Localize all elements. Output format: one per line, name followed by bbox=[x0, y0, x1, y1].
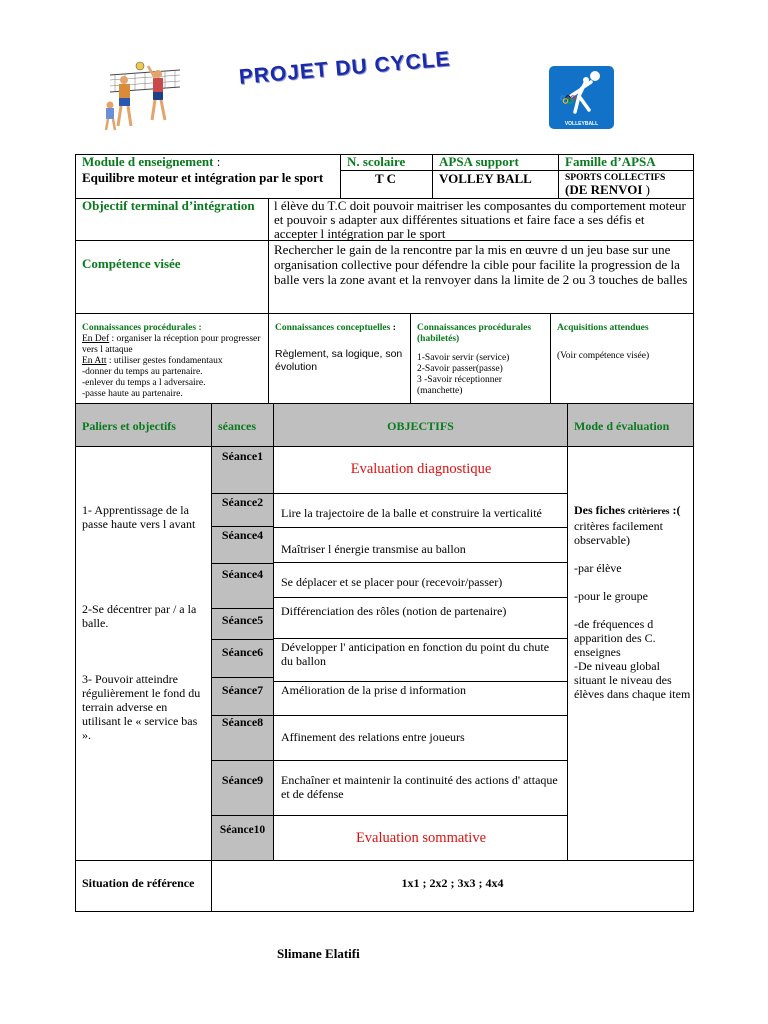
palier-2: 2-Se décentrer par / a la balle. bbox=[82, 602, 197, 630]
session-objective-cell bbox=[273, 760, 568, 816]
proc-def-text: : organiser la réception pour progresser vers l attaque bbox=[82, 334, 261, 355]
session-objective: Différenciation des rôles (notion de partenaire) bbox=[281, 604, 507, 618]
fiches-label: Des fiches bbox=[574, 503, 628, 517]
session-label-cell bbox=[211, 526, 274, 564]
session-label-cell bbox=[211, 563, 274, 609]
module-colon: : bbox=[213, 154, 221, 169]
famille-value-3: ) bbox=[642, 182, 650, 197]
session-label-cell bbox=[211, 608, 274, 640]
proc-line: -passe haute au partenaire. bbox=[82, 389, 183, 399]
session-label-cell bbox=[211, 639, 274, 678]
proc-line: -donner du temps au partenaire. bbox=[82, 367, 203, 377]
session-objective-cell bbox=[273, 597, 568, 639]
header-seances bbox=[211, 403, 274, 447]
competence-label-cell bbox=[75, 240, 269, 314]
volleyball-player-icon bbox=[549, 66, 614, 121]
session-objective-cell bbox=[273, 638, 568, 682]
situation-value-cell bbox=[211, 860, 694, 912]
palier-1: 1- Apprentissage de la passe haute vers l avant bbox=[82, 503, 196, 531]
competence-text: Rechercher le gain de la rencontre par la mis en œuvre d un jeu base sur une organisation collective pour défendre la cible pour facilite la progression de la balle vers la zone avant et la renvoyer dans la limite de 2 ou 3 touches de balles bbox=[274, 242, 688, 287]
apsa-value: VOLLEY BALL bbox=[439, 171, 532, 186]
session-objective: Maîtriser l énergie transmise au ballon bbox=[281, 542, 466, 556]
situation-label: Situation de référence bbox=[82, 876, 195, 890]
objectif-terminal-text: l élève du T.C doit pouvoir maitriser les composantes du comportement moteur et pouvoir s adapter aux différentes situations et faire face a ses défis et accepter l intégration par le sport bbox=[274, 198, 686, 241]
session-objective: Se déplacer et se placer pour (recevoir/passer) bbox=[281, 575, 503, 589]
session-objective: Lire la trajectoire de la balle et construire la verticalité bbox=[281, 506, 542, 520]
session-objective-cell bbox=[273, 815, 568, 861]
session-label: Séance7 bbox=[221, 683, 264, 697]
session-objective: Enchaîner et maintenir la continuité des actions d' attaque et de défense bbox=[281, 773, 558, 801]
concept-colon: : bbox=[390, 323, 396, 333]
concept-text: Règlement, sa logique, son évolution bbox=[275, 348, 403, 373]
proc-line: -enlever du temps a l adversaire. bbox=[82, 378, 206, 388]
session-objective-cell bbox=[273, 562, 568, 598]
niveau-value: T C bbox=[375, 171, 397, 186]
objectif-terminal-label-cell bbox=[75, 198, 269, 241]
fiches-end: :( bbox=[669, 503, 681, 517]
objectif-terminal-label: Objectif terminal d’intégration bbox=[82, 198, 255, 213]
evaluation-objective: Evaluation sommative bbox=[355, 830, 487, 846]
session-label: Séance1 bbox=[221, 449, 264, 463]
session-label-cell bbox=[211, 677, 274, 716]
fiches-small: critèrieres bbox=[628, 507, 670, 517]
proc-label: Connaissances procédurales : bbox=[82, 323, 202, 333]
habiletes-cell bbox=[410, 313, 551, 404]
acq-text: (Voir compétence visée) bbox=[557, 351, 650, 361]
session-objective: Affinement des relations entre joueurs bbox=[281, 730, 465, 744]
session-objective-cell bbox=[273, 681, 568, 716]
par-groupe-text: -pour le groupe bbox=[574, 589, 648, 603]
page-title: PROJET DU CYCLE bbox=[238, 47, 452, 89]
famille-label: Famille d’APSA bbox=[565, 154, 656, 169]
global-text: -De niveau global situant le niveau des élèves dans chaque item bbox=[574, 659, 691, 701]
session-label-cell bbox=[211, 815, 274, 861]
session-objective-cell bbox=[273, 527, 568, 563]
apsa-cell bbox=[432, 154, 559, 199]
connaissances-procedurales-cell bbox=[75, 313, 269, 404]
concept-label: Connaissances conceptuelles bbox=[275, 323, 391, 333]
session-label-cell bbox=[211, 446, 274, 494]
habil-line: 2-Savoir passer(passe) bbox=[417, 364, 503, 374]
niveau-cell bbox=[340, 154, 433, 199]
mode-evaluation-cell bbox=[567, 446, 694, 861]
proc-att-label: En Att bbox=[82, 356, 107, 366]
habil-label: Connaissances procédurales (habiletés) bbox=[417, 323, 532, 344]
author-name: Slimane Elatifi bbox=[277, 946, 360, 961]
volleyball-players-illustration bbox=[100, 60, 185, 132]
header-mode bbox=[567, 403, 694, 447]
acquisitions-cell bbox=[550, 313, 694, 404]
criteres-text: critères facilement observable) bbox=[574, 519, 663, 547]
proc-att-text: : utiliser gestes fondamentaux bbox=[106, 356, 223, 366]
niveau-label: N. scolaire bbox=[347, 154, 406, 169]
module-cell bbox=[75, 154, 341, 199]
session-label: Séance5 bbox=[221, 613, 264, 627]
session-label: Séance10 bbox=[219, 824, 266, 836]
frequences-text: -de fréquences d apparition des C. enseignes bbox=[574, 617, 656, 659]
session-label-cell bbox=[211, 493, 274, 527]
session-label: Séance9 bbox=[221, 773, 264, 787]
objectif-terminal-text-cell bbox=[268, 198, 694, 241]
evaluation-objective: Evaluation diagnostique bbox=[350, 461, 492, 477]
famille-cell bbox=[558, 154, 694, 199]
acq-label: Acquisitions attendues bbox=[557, 323, 649, 333]
competence-label: Compétence visée bbox=[82, 256, 181, 271]
session-label-cell bbox=[211, 760, 274, 816]
situation-label-cell bbox=[75, 860, 212, 912]
paliers-cell bbox=[75, 446, 212, 861]
session-objective-cell bbox=[273, 446, 568, 494]
session-label: Séance6 bbox=[221, 645, 264, 659]
habil-line: 3 -Savoir réceptionner (manchette) bbox=[417, 375, 502, 396]
session-label-cell bbox=[211, 715, 274, 761]
proc-def-label: En Def bbox=[82, 334, 110, 344]
session-label: Séance8 bbox=[221, 715, 264, 729]
header-objectifs bbox=[273, 403, 568, 447]
header-seances-label: séances bbox=[218, 419, 256, 433]
header-objectifs-label: OBJECTIFS bbox=[387, 419, 454, 433]
par-eleve-text: -par élève bbox=[574, 561, 622, 575]
situation-value: 1x1 ; 2x2 ; 3x3 ; 4x4 bbox=[401, 876, 504, 890]
competence-text-cell bbox=[268, 240, 694, 314]
header-paliers bbox=[75, 403, 212, 447]
module-label: Module d enseignement bbox=[82, 154, 214, 169]
session-label: Séance4 bbox=[221, 567, 264, 581]
apsa-label: APSA support bbox=[439, 154, 519, 169]
session-label: Séance2 bbox=[221, 495, 264, 509]
famille-value-1: SPORTS COLLECTIFS bbox=[565, 173, 666, 183]
header-paliers-label: Paliers et objectifs bbox=[82, 419, 176, 433]
famille-value-2: (DE RENVOI bbox=[565, 182, 643, 197]
session-objective: Amélioration de la prise d information bbox=[281, 683, 466, 697]
habil-line: 1-Savoir servir (service) bbox=[417, 353, 510, 363]
session-label: Séance4 bbox=[221, 528, 264, 542]
logo-label: VOLLEYBALL bbox=[564, 121, 599, 127]
session-objective: Développer l' anticipation en fonction du point du chute du ballon bbox=[281, 640, 550, 668]
palier-3: 3- Pouvoir atteindre régulièrement le fond du terrain adverse en utilisant le « service bas ». bbox=[82, 672, 201, 742]
module-value: Equilibre moteur et intégration par le sport bbox=[82, 170, 324, 185]
session-objective-cell bbox=[273, 715, 568, 761]
volleyball-logo bbox=[549, 66, 614, 129]
header-mode-label: Mode d évaluation bbox=[574, 419, 670, 433]
connaissances-conceptuelles-cell bbox=[268, 313, 411, 404]
session-objective-cell bbox=[273, 493, 568, 528]
